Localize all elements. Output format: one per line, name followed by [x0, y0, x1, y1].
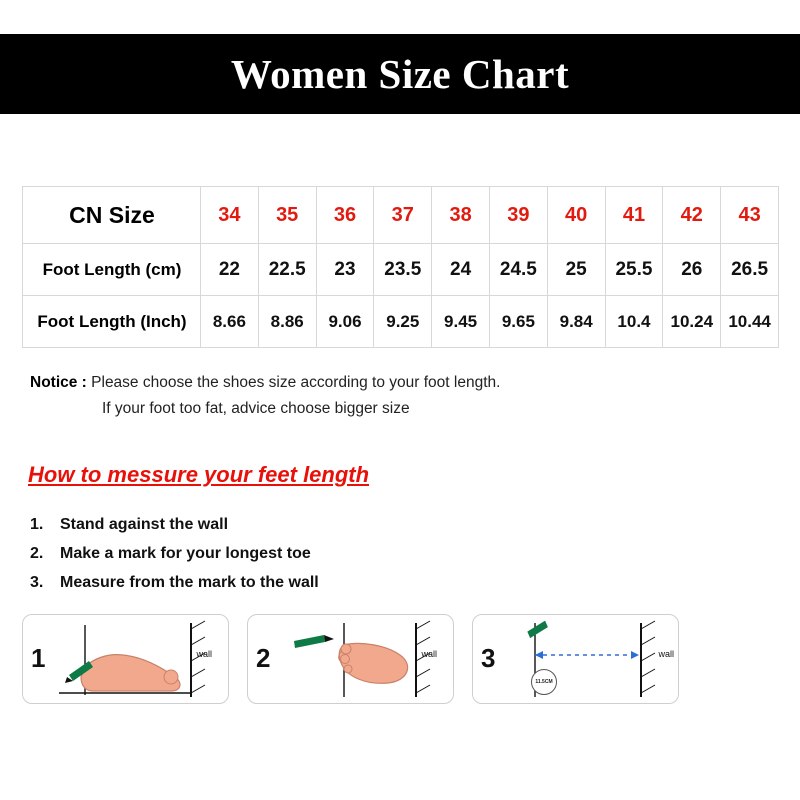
cell-inch-0: 8.66	[201, 296, 259, 348]
row-header: CN Size	[23, 187, 201, 244]
cell-cm-1: 22.5	[258, 244, 316, 296]
panel-step-2	[247, 614, 454, 704]
cell-cm-7: 25.5	[605, 244, 663, 296]
step-text: Measure from the mark to the wall	[60, 574, 319, 591]
cell-cn-size-43: 43	[721, 187, 779, 244]
cell-cn-size-40: 40	[547, 187, 605, 244]
panel-step-3	[472, 614, 679, 704]
table-row	[23, 187, 779, 244]
cell-inch-4: 9.45	[432, 296, 490, 348]
list-item	[30, 510, 730, 539]
ruler-measure-icon	[473, 615, 679, 704]
panel-step-1	[22, 614, 229, 704]
illustration-panels	[22, 614, 779, 704]
howto-steps	[30, 510, 730, 597]
size-table	[22, 186, 779, 348]
foot-mark-icon	[248, 615, 454, 704]
notice-block	[30, 370, 770, 422]
step-number: 3.	[30, 574, 44, 591]
notice-line-1: Please choose the shoes size according to your foot length.	[91, 374, 501, 391]
list-item	[30, 539, 730, 568]
howto-heading: How to messure your feet length	[28, 462, 370, 487]
cell-cm-8: 26	[663, 244, 721, 296]
cell-cn-size-39: 39	[489, 187, 547, 244]
foot-side-view-icon	[23, 615, 229, 704]
cell-inch-7: 10.4	[605, 296, 663, 348]
cell-cn-size-35: 35	[258, 187, 316, 244]
notice-label: Notice :	[30, 374, 87, 391]
cell-cn-size-38: 38	[432, 187, 490, 244]
cell-inch-5: 9.65	[489, 296, 547, 348]
row-header: Foot Length (Inch)	[23, 296, 201, 348]
cell-cm-4: 24	[432, 244, 490, 296]
cell-cm-0: 22	[201, 244, 259, 296]
wall-label: wall	[196, 649, 212, 659]
row-header: Foot Length (cm)	[23, 244, 201, 296]
cell-cn-size-36: 36	[316, 187, 374, 244]
cell-inch-6: 9.84	[547, 296, 605, 348]
step-text: Make a mark for your longest toe	[60, 545, 311, 562]
page-title: Women Size Chart	[230, 51, 570, 97]
cell-cn-size-42: 42	[663, 187, 721, 244]
panel-number: 1	[31, 643, 46, 673]
cell-cm-2: 23	[316, 244, 374, 296]
step-text: Stand against the wall	[60, 516, 229, 533]
step-number: 2.	[30, 545, 44, 562]
cell-cm-9: 26.5	[721, 244, 779, 296]
cell-inch-9: 10.44	[721, 296, 779, 348]
cell-cn-size-41: 41	[605, 187, 663, 244]
cell-inch-8: 10.24	[663, 296, 721, 348]
size-table-wrapper	[22, 186, 779, 348]
cell-cm-5: 24.5	[489, 244, 547, 296]
cell-inch-1: 8.86	[258, 296, 316, 348]
measure-value-badge: 11.5CM	[531, 669, 557, 695]
table-row	[23, 244, 779, 296]
panel-number: 2	[256, 643, 271, 673]
notice-line-2: If your foot too fat, advice choose bigger size	[102, 400, 410, 417]
list-item	[30, 568, 730, 597]
table-row	[23, 296, 779, 348]
panel-number: 3	[481, 643, 496, 673]
cell-cn-size-34: 34	[201, 187, 259, 244]
wall-label: wall	[658, 649, 674, 659]
cell-cn-size-37: 37	[374, 187, 432, 244]
step-number: 1.	[30, 516, 44, 533]
header-banner	[0, 34, 800, 114]
cell-cm-3: 23.5	[374, 244, 432, 296]
wall-label: wall	[421, 649, 437, 659]
cell-inch-3: 9.25	[374, 296, 432, 348]
cell-inch-2: 9.06	[316, 296, 374, 348]
cell-cm-6: 25	[547, 244, 605, 296]
